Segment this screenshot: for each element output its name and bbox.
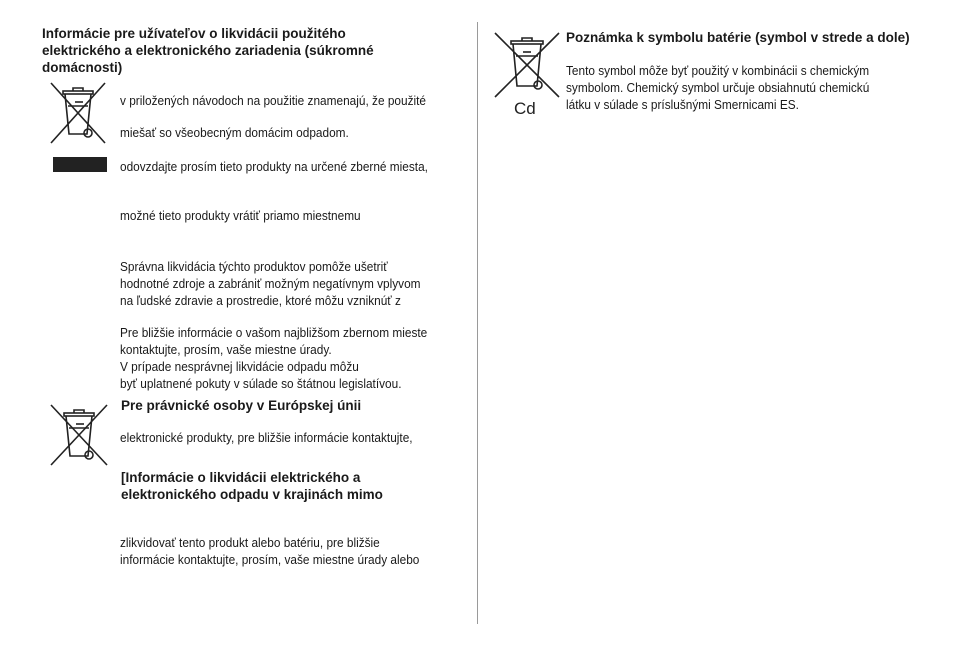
- weee-text-4: možné tieto produkty vrátiť priamo miestnemu: [120, 209, 361, 223]
- weee-text-3: odovzdajte prosím tieto produkty na určené zberné miesta,: [120, 160, 428, 174]
- text-line: byť uplatnené pokuty v súlade so štátnou legislatívou.: [120, 377, 402, 391]
- text-line: látku v súlade s príslušnými Smernicami ES.: [566, 98, 799, 112]
- business-users-text: elektronické produkty, pre bližšie informácie kontaktujte,: [120, 431, 413, 445]
- text-line: zlikvidovať tento produkt alebo batériu, pre bližšie: [120, 536, 380, 550]
- weee-paragraph-benefits: [120, 259, 440, 310]
- text-line: Tento symbol môže byť použitý v kombinácii s chemickým: [566, 64, 870, 78]
- text-line: informácie kontaktujte, prosím, vaše miestne úrady alebo: [120, 553, 420, 567]
- battery-symbol-heading: Poznámka k symbolu batérie (symbol v strede a dole): [566, 30, 910, 45]
- business-users-heading: Pre právnické osoby v Európskej únii: [121, 398, 362, 413]
- weee-paragraph-contact: [120, 325, 447, 393]
- wheelie-bin-crossed-cd-icon: [494, 32, 560, 98]
- weee-text-2: miešať so všeobecným domácim odpadom.: [120, 126, 349, 140]
- outside-eu-paragraph: [120, 535, 439, 569]
- column-divider: [477, 22, 478, 624]
- outside-eu-heading: [Informácie o likvidácii elektrického a elektronického odpadu v krajinách mimo: [121, 470, 383, 502]
- weee-heading: Informácie pre užívateľov o likvidácii použitého elektrického a elektronického zariadenia (súkromné domácnosti): [42, 26, 374, 75]
- text-line: V prípade nesprávnej likvidácie odpadu môžu: [120, 360, 359, 374]
- text-line: Pre bližšie informácie o vašom najbližšom zbernom mieste: [120, 326, 428, 340]
- text-line: hodnotné zdroje a zabrániť možným negatívnym vplyvom: [120, 277, 421, 291]
- battery-symbol-paragraph: [566, 63, 889, 114]
- wheelie-bin-crossed-icon: [50, 404, 108, 466]
- text-line: Správna likvidácia týchto produktov pomôže ušetriť: [120, 260, 388, 274]
- weee-bar: [53, 157, 107, 172]
- text-line: symbolom. Chemický symbol určuje obsiahnutú chemickú: [566, 81, 870, 95]
- wheelie-bin-crossed-icon: [50, 82, 106, 144]
- weee-text-1: v priložených návodoch na použitie znamenajú, že použité: [120, 94, 427, 108]
- text-line: kontaktujte, prosím, vaše miestne úrady.: [120, 343, 332, 357]
- text-line: na ľudské zdravie a prostredie, ktoré môžu vzniknúť z: [120, 294, 401, 308]
- cd-chemical-symbol: Cd: [514, 99, 536, 118]
